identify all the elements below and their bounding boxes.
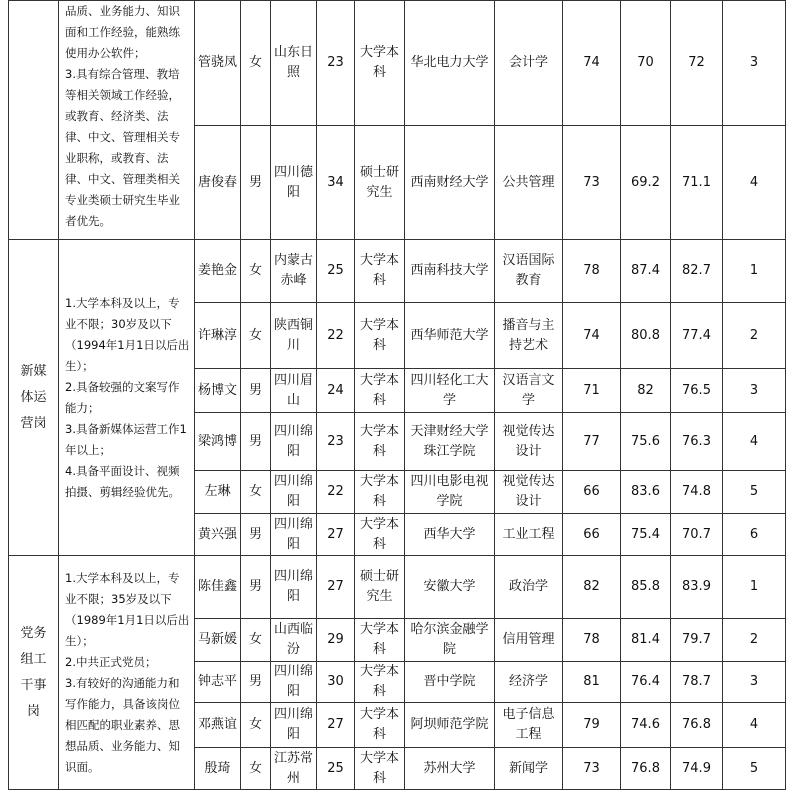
origin-cell: 江苏常州 bbox=[271, 748, 317, 790]
table-row bbox=[9, 1, 786, 126]
name-cell: 黄兴强 bbox=[195, 514, 241, 556]
major-cell: 会计学 bbox=[495, 1, 563, 126]
s2-cell: 82 bbox=[621, 369, 671, 413]
s3-cell: 76.3 bbox=[671, 413, 723, 471]
s3-cell: 74.9 bbox=[671, 748, 723, 790]
school-cell: 苏州大学 bbox=[405, 748, 495, 790]
position-cell bbox=[9, 1, 59, 240]
gender-cell: 女 bbox=[241, 471, 271, 514]
s2-cell: 70 bbox=[621, 1, 671, 126]
s1-cell: 74 bbox=[563, 303, 621, 369]
major-cell: 视觉传达设计 bbox=[495, 413, 563, 471]
age-cell: 25 bbox=[317, 240, 355, 303]
requirement-item: 3.有较好的沟通能力和写作能力，具备该岗位相匹配的职业素养、思想品质、业务能力、知识面。 bbox=[65, 675, 180, 774]
education-cell: 大学本科 bbox=[355, 369, 405, 413]
s3-cell: 77.4 bbox=[671, 303, 723, 369]
gender-cell: 女 bbox=[241, 1, 271, 126]
rank-cell: 3 bbox=[723, 662, 786, 703]
education-cell: 大学本科 bbox=[355, 413, 405, 471]
school-cell: 华北电力大学 bbox=[405, 1, 495, 126]
name-cell: 陈佳鑫 bbox=[195, 556, 241, 619]
s2-cell: 85.8 bbox=[621, 556, 671, 619]
rank-cell: 1 bbox=[723, 240, 786, 303]
gender-cell: 女 bbox=[241, 303, 271, 369]
requirements-cell bbox=[59, 240, 195, 556]
origin-cell: 山东日照 bbox=[271, 1, 317, 126]
name-cell: 邓燕谊 bbox=[195, 703, 241, 748]
origin-cell: 陕西铜川 bbox=[271, 303, 317, 369]
requirement-item: 1.大学本科及以上，专业不限；35岁及以下（1989年1月1日以后出生）； bbox=[65, 570, 190, 648]
s2-cell: 69.2 bbox=[621, 126, 671, 240]
name-cell: 杨博文 bbox=[195, 369, 241, 413]
s3-cell: 74.8 bbox=[671, 471, 723, 514]
major-cell: 电子信息工程 bbox=[495, 703, 563, 748]
table-body bbox=[9, 1, 786, 790]
s3-cell: 76.8 bbox=[671, 703, 723, 748]
s1-cell: 74 bbox=[563, 1, 621, 126]
age-cell: 22 bbox=[317, 471, 355, 514]
school-cell: 四川电影电视学院 bbox=[405, 471, 495, 514]
s1-cell: 82 bbox=[563, 556, 621, 619]
s1-cell: 78 bbox=[563, 240, 621, 303]
major-cell: 视觉传达设计 bbox=[495, 471, 563, 514]
s2-cell: 75.4 bbox=[621, 514, 671, 556]
rank-cell: 2 bbox=[723, 303, 786, 369]
age-cell: 34 bbox=[317, 126, 355, 240]
age-cell: 27 bbox=[317, 514, 355, 556]
major-cell: 新闻学 bbox=[495, 748, 563, 790]
s3-cell: 72 bbox=[671, 1, 723, 126]
origin-cell: 四川绵阳 bbox=[271, 514, 317, 556]
name-cell: 唐俊春 bbox=[195, 126, 241, 240]
rank-cell: 5 bbox=[723, 471, 786, 514]
rank-cell: 4 bbox=[723, 703, 786, 748]
school-cell: 天津财经大学珠江学院 bbox=[405, 413, 495, 471]
requirements-cell bbox=[59, 1, 195, 240]
gender-cell: 女 bbox=[241, 703, 271, 748]
origin-cell: 四川绵阳 bbox=[271, 662, 317, 703]
origin-cell: 四川绵阳 bbox=[271, 471, 317, 514]
rank-cell: 3 bbox=[723, 369, 786, 413]
requirement-item: 3.具备新媒体运营工作1年以上； bbox=[65, 421, 187, 457]
education-cell: 大学本科 bbox=[355, 1, 405, 126]
name-cell: 钟志平 bbox=[195, 662, 241, 703]
education-cell: 大学本科 bbox=[355, 703, 405, 748]
requirement-item: 3.具有综合管理、教培等相关领域工作经验，或教育、经济类、法律、中文、管理相关专业职称，或教育、法律、中文、管理类相关专业类硕士研究生毕业者优先。 bbox=[65, 67, 180, 228]
school-cell: 西南科技大学 bbox=[405, 240, 495, 303]
gender-cell: 男 bbox=[241, 369, 271, 413]
name-cell: 管骁凤 bbox=[195, 1, 241, 126]
origin-cell: 四川眉山 bbox=[271, 369, 317, 413]
s1-cell: 66 bbox=[563, 514, 621, 556]
name-cell: 左琳 bbox=[195, 471, 241, 514]
s1-cell: 71 bbox=[563, 369, 621, 413]
s1-cell: 78 bbox=[563, 619, 621, 662]
s2-cell: 76.4 bbox=[621, 662, 671, 703]
requirement-item: 1.大学本科及以上，专业不限；30岁及以下（1994年1月1日以后出生）； bbox=[65, 295, 190, 373]
requirement-item: 2.中共正式党员； bbox=[65, 654, 157, 669]
s2-cell: 76.8 bbox=[621, 748, 671, 790]
origin-cell: 四川绵阳 bbox=[271, 413, 317, 471]
table-row bbox=[9, 240, 786, 303]
s1-cell: 73 bbox=[563, 126, 621, 240]
gender-cell: 男 bbox=[241, 514, 271, 556]
rank-cell: 3 bbox=[723, 1, 786, 126]
s3-cell: 70.7 bbox=[671, 514, 723, 556]
rank-cell: 4 bbox=[723, 413, 786, 471]
s1-cell: 66 bbox=[563, 471, 621, 514]
gender-cell: 男 bbox=[241, 413, 271, 471]
education-cell: 大学本科 bbox=[355, 662, 405, 703]
major-cell: 公共管理 bbox=[495, 126, 563, 240]
s3-cell: 78.7 bbox=[671, 662, 723, 703]
education-cell: 大学本科 bbox=[355, 471, 405, 514]
rank-cell: 6 bbox=[723, 514, 786, 556]
s2-cell: 83.6 bbox=[621, 471, 671, 514]
age-cell: 25 bbox=[317, 748, 355, 790]
s3-cell: 71.1 bbox=[671, 126, 723, 240]
education-cell: 大学本科 bbox=[355, 240, 405, 303]
school-cell: 安徽大学 bbox=[405, 556, 495, 619]
age-cell: 23 bbox=[317, 413, 355, 471]
origin-cell: 四川绵阳 bbox=[271, 556, 317, 619]
s2-cell: 74.6 bbox=[621, 703, 671, 748]
s1-cell: 73 bbox=[563, 748, 621, 790]
gender-cell: 女 bbox=[241, 619, 271, 662]
school-cell: 西华师范大学 bbox=[405, 303, 495, 369]
major-cell: 汉语国际教育 bbox=[495, 240, 563, 303]
name-cell: 马新媛 bbox=[195, 619, 241, 662]
origin-cell: 四川绵阳 bbox=[271, 703, 317, 748]
major-cell: 政治学 bbox=[495, 556, 563, 619]
education-cell: 大学本科 bbox=[355, 514, 405, 556]
name-cell: 许琳淳 bbox=[195, 303, 241, 369]
s2-cell: 87.4 bbox=[621, 240, 671, 303]
gender-cell: 女 bbox=[241, 748, 271, 790]
school-cell: 哈尔滨金融学院 bbox=[405, 619, 495, 662]
major-cell: 播音与主持艺术 bbox=[495, 303, 563, 369]
rank-cell: 1 bbox=[723, 556, 786, 619]
name-cell: 梁鸿博 bbox=[195, 413, 241, 471]
age-cell: 22 bbox=[317, 303, 355, 369]
s3-cell: 82.7 bbox=[671, 240, 723, 303]
requirements-cell bbox=[59, 556, 195, 790]
education-cell: 大学本科 bbox=[355, 748, 405, 790]
education-cell: 硕士研究生 bbox=[355, 556, 405, 619]
rank-cell: 4 bbox=[723, 126, 786, 240]
s3-cell: 79.7 bbox=[671, 619, 723, 662]
s2-cell: 75.6 bbox=[621, 413, 671, 471]
s3-cell: 83.9 bbox=[671, 556, 723, 619]
major-cell: 汉语言文学 bbox=[495, 369, 563, 413]
age-cell: 24 bbox=[317, 369, 355, 413]
education-cell: 硕士研究生 bbox=[355, 126, 405, 240]
rank-cell: 2 bbox=[723, 619, 786, 662]
s2-cell: 80.8 bbox=[621, 303, 671, 369]
gender-cell: 女 bbox=[241, 240, 271, 303]
requirement-item: 2.具备较强的文案写作能力； bbox=[65, 379, 180, 415]
position-cell: 新媒体运营岗 bbox=[9, 240, 59, 556]
school-cell: 西南财经大学 bbox=[405, 126, 495, 240]
origin-cell: 四川德阳 bbox=[271, 126, 317, 240]
candidate-table bbox=[8, 0, 786, 790]
major-cell: 信用管理 bbox=[495, 619, 563, 662]
age-cell: 29 bbox=[317, 619, 355, 662]
education-cell: 大学本科 bbox=[355, 619, 405, 662]
s2-cell: 81.4 bbox=[621, 619, 671, 662]
table-row bbox=[9, 556, 786, 619]
age-cell: 27 bbox=[317, 703, 355, 748]
school-cell: 晋中学院 bbox=[405, 662, 495, 703]
gender-cell: 男 bbox=[241, 662, 271, 703]
school-cell: 阿坝师范学院 bbox=[405, 703, 495, 748]
origin-cell: 内蒙古赤峰 bbox=[271, 240, 317, 303]
s1-cell: 81 bbox=[563, 662, 621, 703]
major-cell: 经济学 bbox=[495, 662, 563, 703]
s1-cell: 79 bbox=[563, 703, 621, 748]
major-cell: 工业工程 bbox=[495, 514, 563, 556]
age-cell: 30 bbox=[317, 662, 355, 703]
name-cell: 殷琦 bbox=[195, 748, 241, 790]
s1-cell: 77 bbox=[563, 413, 621, 471]
requirement-item: 品质、业务能力、知识面和工作经验，能熟练使用办公软件； bbox=[65, 4, 180, 60]
gender-cell: 男 bbox=[241, 126, 271, 240]
s3-cell: 76.5 bbox=[671, 369, 723, 413]
age-cell: 23 bbox=[317, 1, 355, 126]
education-cell: 大学本科 bbox=[355, 303, 405, 369]
requirement-item: 4.具备平面设计、视频拍摄、剪辑经验优先。 bbox=[65, 463, 180, 499]
gender-cell: 男 bbox=[241, 556, 271, 619]
name-cell: 姜艳金 bbox=[195, 240, 241, 303]
rank-cell: 5 bbox=[723, 748, 786, 790]
school-cell: 四川轻化工大学 bbox=[405, 369, 495, 413]
origin-cell: 山西临汾 bbox=[271, 619, 317, 662]
school-cell: 西华大学 bbox=[405, 514, 495, 556]
position-cell: 党务组工干事岗 bbox=[9, 556, 59, 790]
age-cell: 27 bbox=[317, 556, 355, 619]
